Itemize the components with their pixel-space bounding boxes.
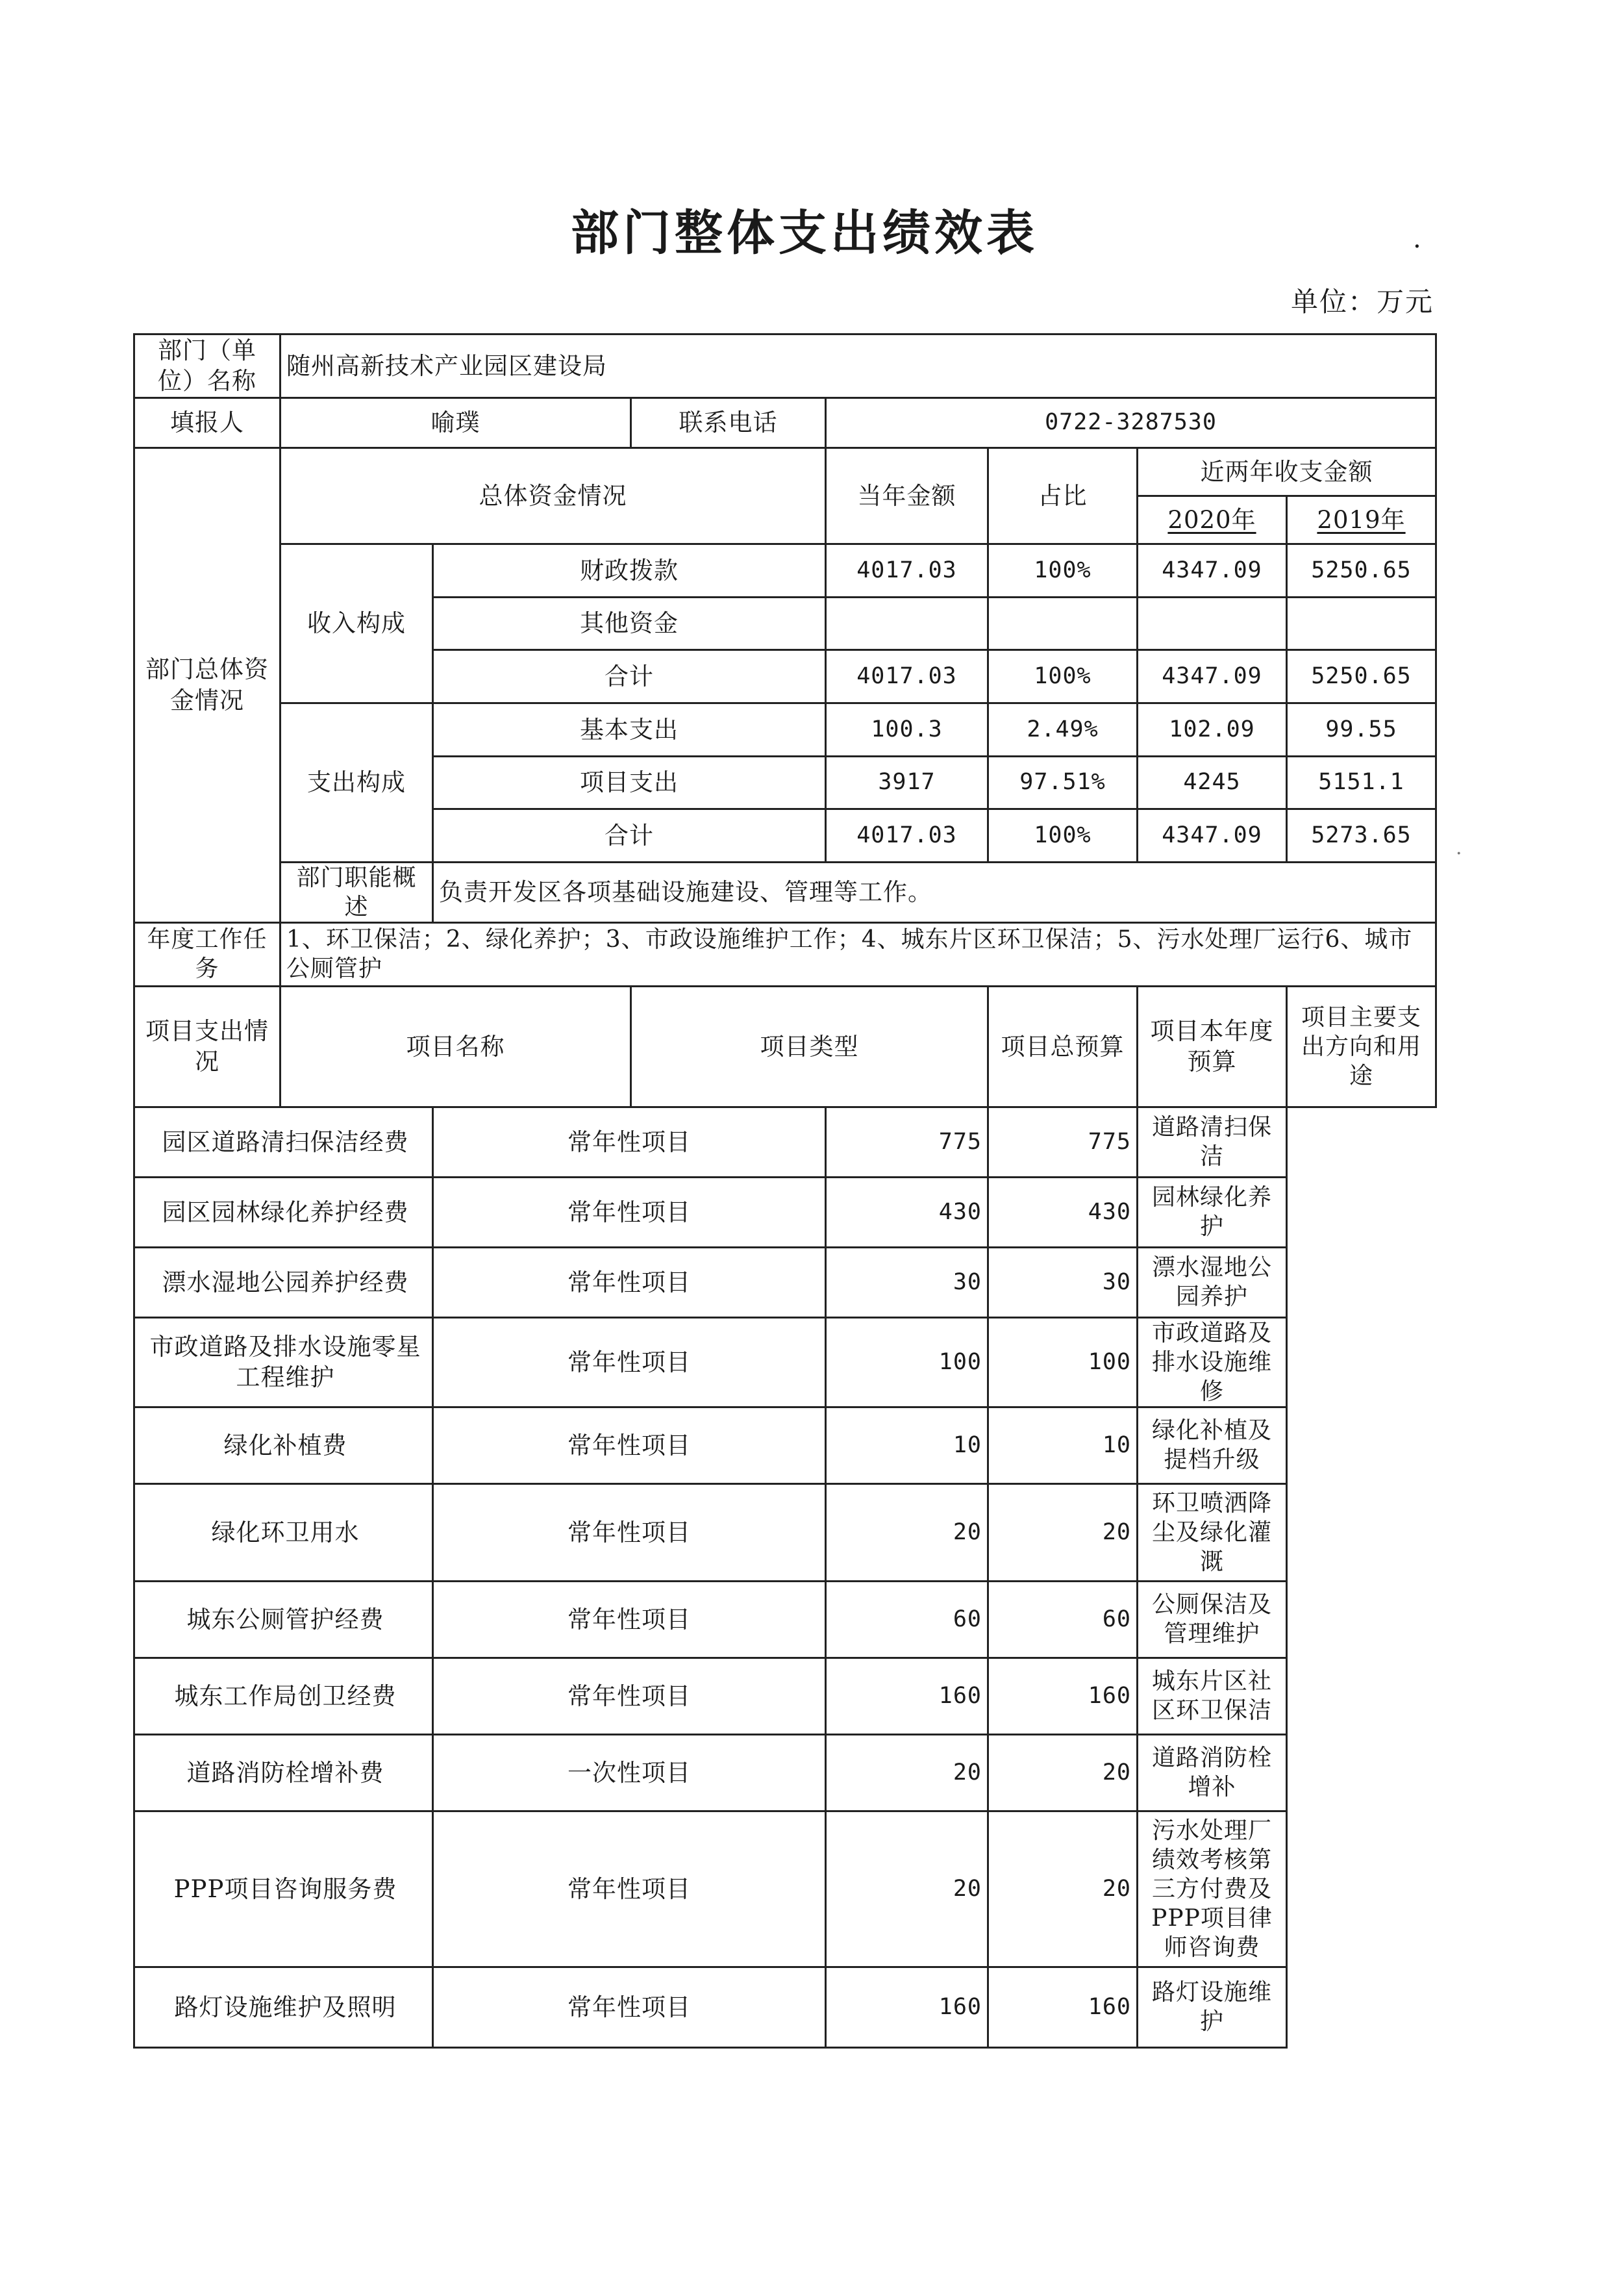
project-name: 城东工作局创卫经费: [134, 1658, 433, 1734]
project-type: 常年性项目: [433, 1317, 826, 1407]
project-annual-budget: 160: [988, 1658, 1138, 1734]
project-purpose: 公厕保洁及管理维护: [1138, 1581, 1287, 1658]
project-row: [134, 1107, 1436, 1177]
project-annual-budget: 775: [988, 1107, 1138, 1177]
expense-row: [134, 703, 1436, 756]
project-total-budget: 20: [826, 1483, 988, 1581]
funds-header-current: 当年金额: [826, 448, 988, 544]
projects-header-annual: 项目本年度预算: [1138, 986, 1287, 1107]
expense-current: 4017.03: [826, 809, 988, 862]
income-name: 合计: [433, 650, 826, 703]
project-type: 常年性项目: [433, 1967, 826, 2047]
project-name: 路灯设施维护及照明: [134, 1967, 433, 2047]
income-current: [826, 597, 988, 650]
project-row: [134, 1967, 1436, 2047]
project-purpose: 绿化补植及提档升级: [1138, 1407, 1287, 1483]
income-current: 4017.03: [826, 650, 988, 703]
income-2020: 4347.09: [1138, 544, 1287, 597]
tasks-label: 年度工作任务: [134, 922, 281, 986]
project-row: [134, 1483, 1436, 1581]
function-row: [134, 862, 1436, 922]
project-annual-budget: 160: [988, 1967, 1138, 2047]
filler-row: [134, 397, 1436, 448]
dept-row: [134, 334, 1436, 398]
project-name: 园区道路清扫保洁经费: [134, 1107, 433, 1177]
expense-2020: 4347.09: [1138, 809, 1287, 862]
project-annual-budget: 10: [988, 1407, 1138, 1483]
dept-value: 随州高新技术产业园区建设局: [281, 334, 1436, 398]
income-ratio: 100%: [988, 544, 1138, 597]
phone-label: 联系电话: [631, 397, 826, 448]
project-type: 常年性项目: [433, 1247, 826, 1317]
project-annual-budget: 430: [988, 1177, 1138, 1247]
project-name: 市政道路及排水设施零星工程维护: [134, 1317, 433, 1407]
income-ratio: 100%: [988, 650, 1138, 703]
projects-header-purpose: 项目主要支出方向和用途: [1287, 986, 1436, 1107]
performance-table: [133, 333, 1435, 2049]
income-name: 其他资金: [433, 597, 826, 650]
project-row: [134, 1811, 1436, 1967]
project-row: [134, 1407, 1436, 1483]
project-total-budget: 20: [826, 1811, 988, 1967]
tasks-value: 1、环卫保洁；2、绿化养护；3、市政设施维护工作；4、城东片区环卫保洁；5、污水处理厂运行6、城市公厕管护: [281, 922, 1436, 986]
project-total-budget: 30: [826, 1247, 988, 1317]
expense-name: 基本支出: [433, 703, 826, 756]
project-row: [134, 1581, 1436, 1658]
income-ratio: [988, 597, 1138, 650]
income-2019: 5250.65: [1287, 650, 1436, 703]
funds-header-ratio: 占比: [988, 448, 1138, 544]
income-2019: 5250.65: [1287, 544, 1436, 597]
page-title: 部门整体支出绩效表: [571, 205, 1038, 261]
unit-label: 单位：万元: [1290, 286, 1434, 318]
dept-label: 部门（单位）名称: [134, 334, 281, 398]
project-annual-budget: 60: [988, 1581, 1138, 1658]
project-purpose: 城东片区社区环卫保洁: [1138, 1658, 1287, 1734]
project-total-budget: 160: [826, 1658, 988, 1734]
expense-ratio: 100%: [988, 809, 1138, 862]
expense-current: 3917: [826, 756, 988, 809]
income-2019: [1287, 597, 1436, 650]
expense-ratio: 2.49%: [988, 703, 1138, 756]
project-type: 常年性项目: [433, 1107, 826, 1177]
expense-2019: 5151.1: [1287, 756, 1436, 809]
expense-name: 项目支出: [433, 756, 826, 809]
project-purpose: 园林绿化养护: [1138, 1177, 1287, 1247]
project-purpose: 漂水湿地公园养护: [1138, 1247, 1287, 1317]
project-total-budget: 160: [826, 1967, 988, 2047]
expense-2019: 5273.65: [1287, 809, 1436, 862]
project-name: 绿化补植费: [134, 1407, 433, 1483]
project-purpose: 道路消防栓增补: [1138, 1734, 1287, 1811]
expense-2020: 102.09: [1138, 703, 1287, 756]
project-total-budget: 10: [826, 1407, 988, 1483]
project-purpose: 路灯设施维护: [1138, 1967, 1287, 2047]
project-name: 绿化环卫用水: [134, 1483, 433, 1581]
projects-header-name: 项目名称: [281, 986, 631, 1107]
project-purpose: 环卫喷洒降尘及绿化灌溉: [1138, 1483, 1287, 1581]
project-total-budget: 60: [826, 1581, 988, 1658]
project-annual-budget: 20: [988, 1734, 1138, 1811]
project-annual-budget: 30: [988, 1247, 1138, 1317]
phone-value: 0722-3287530: [826, 397, 1436, 448]
project-name: 漂水湿地公园养护经费: [134, 1247, 433, 1317]
project-name: 道路消防栓增补费: [134, 1734, 433, 1811]
year-2019-header: 2019年: [1317, 505, 1406, 534]
income-2020: [1138, 597, 1287, 650]
project-total-budget: 20: [826, 1734, 988, 1811]
project-row: [134, 1734, 1436, 1811]
project-type: 一次性项目: [433, 1734, 826, 1811]
project-type: 常年性项目: [433, 1483, 826, 1581]
income-current: 4017.03: [826, 544, 988, 597]
project-row: [134, 1317, 1436, 1407]
project-purpose: 市政道路及排水设施维修: [1138, 1317, 1287, 1407]
expense-current: 100.3: [826, 703, 988, 756]
funds-header-row: [134, 448, 1436, 496]
project-annual-budget: 20: [988, 1483, 1138, 1581]
income-row: [134, 544, 1436, 597]
project-name: 园区园林绿化养护经费: [134, 1177, 433, 1247]
funds-header-recent: 近两年收支金额: [1138, 448, 1436, 496]
projects-section-label: 项目支出情况: [134, 986, 281, 1107]
project-annual-budget: 100: [988, 1317, 1138, 1407]
project-annual-budget: 20: [988, 1811, 1138, 1967]
projects-header-type: 项目类型: [631, 986, 988, 1107]
income-2020: 4347.09: [1138, 650, 1287, 703]
filler-label: 填报人: [134, 397, 281, 448]
projects-header-row: [134, 986, 1436, 1107]
income-name: 财政拨款: [433, 544, 826, 597]
funds-header-overall: 总体资金情况: [281, 448, 826, 544]
expense-2020: 4245: [1138, 756, 1287, 809]
project-type: 常年性项目: [433, 1581, 826, 1658]
project-total-budget: 100: [826, 1317, 988, 1407]
project-total-budget: 775: [826, 1107, 988, 1177]
function-label: 部门职能概述: [281, 862, 433, 922]
expense-label: 支出构成: [281, 703, 433, 862]
tasks-row: [134, 922, 1436, 986]
project-name: PPP项目咨询服务费: [134, 1811, 433, 1967]
funds-section-label: 部门总体资金情况: [134, 448, 281, 922]
project-total-budget: 430: [826, 1177, 988, 1247]
project-type: 常年性项目: [433, 1407, 826, 1483]
filler-name: 喻璞: [281, 397, 631, 448]
stray-mark: ·: [1456, 842, 1462, 865]
function-value: 负责开发区各项基础设施建设、管理等工作。: [433, 862, 1436, 922]
project-row: [134, 1177, 1436, 1247]
project-row: [134, 1658, 1436, 1734]
title-mark: .: [1413, 224, 1421, 254]
project-type: 常年性项目: [433, 1811, 826, 1967]
income-label: 收入构成: [281, 544, 433, 703]
project-type: 常年性项目: [433, 1658, 826, 1734]
project-type: 常年性项目: [433, 1177, 826, 1247]
project-name: 城东公厕管护经费: [134, 1581, 433, 1658]
expense-2019: 99.55: [1287, 703, 1436, 756]
project-purpose: 污水处理厂绩效考核第三方付费及PPP项目律师咨询费: [1138, 1811, 1287, 1967]
year-2020-header: 2020年: [1167, 505, 1256, 534]
expense-ratio: 97.51%: [988, 756, 1138, 809]
expense-name: 合计: [433, 809, 826, 862]
project-purpose: 道路清扫保洁: [1138, 1107, 1287, 1177]
project-row: [134, 1247, 1436, 1317]
projects-header-total: 项目总预算: [988, 986, 1138, 1107]
